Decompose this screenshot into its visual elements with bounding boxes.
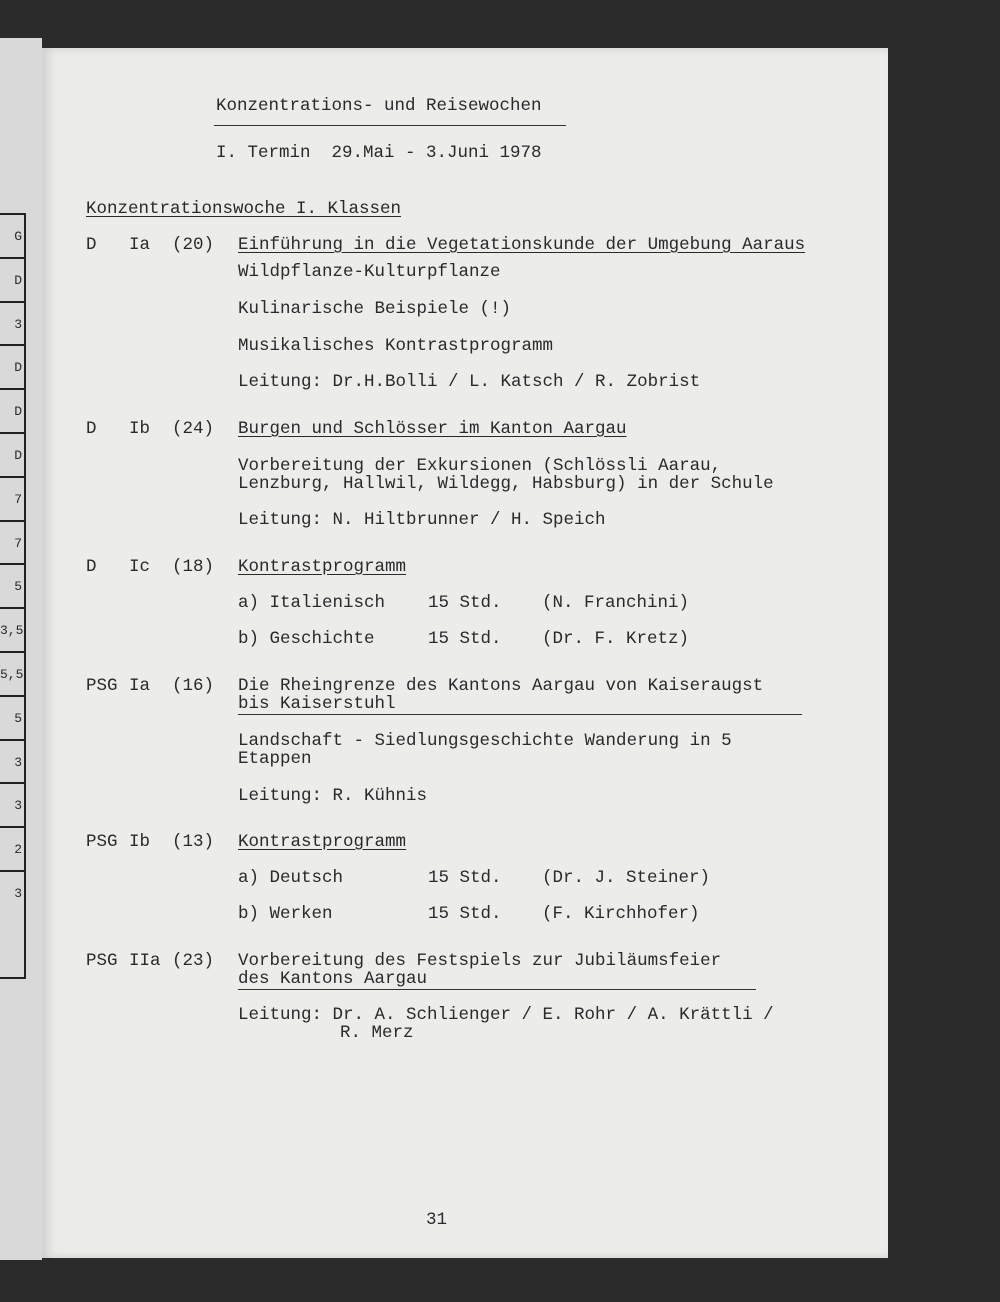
- course-count: (20): [172, 235, 215, 255]
- row-subject: b) Geschichte: [238, 629, 375, 649]
- course-line: Vorbereitung der Exkursionen (Schlössli Aarau,: [238, 456, 722, 476]
- row-teacher: (Dr. F. Kretz): [542, 629, 690, 649]
- course-class: Ia: [129, 235, 151, 255]
- title-underline: [238, 714, 802, 715]
- course-line: Wildpflanze-Kulturpflanze: [238, 262, 501, 282]
- fragment-cell: G: [0, 215, 24, 259]
- page-number: 31: [426, 1210, 448, 1230]
- fragment-cell: D: [0, 346, 24, 390]
- fragment-cell: 3,5: [0, 609, 24, 653]
- course-class: Ia: [129, 676, 151, 696]
- fragment-cell: 5: [0, 697, 24, 741]
- course-title: Burgen und Schlösser im Kanton Aargau: [238, 419, 627, 439]
- fragment-cell: 7: [0, 478, 24, 522]
- fragment-cell: 3: [14, 885, 22, 901]
- fragment-cell: D: [0, 390, 24, 434]
- document-title: Konzentrations- und Reisewochen: [216, 96, 542, 116]
- course-line: Landschaft - Siedlungsgeschichte Wanderung in 5: [238, 731, 732, 751]
- fragment-cell: D: [0, 434, 24, 478]
- fragment-cell: 5: [0, 565, 24, 609]
- fragment-cell: 3: [0, 784, 24, 828]
- term-line: I. Termin 29.Mai - 3.Juni 1978: [216, 143, 542, 163]
- section-title: Konzentrationswoche I. Klassen: [86, 199, 402, 219]
- course-class: Ib: [129, 832, 151, 852]
- course-count: (13): [172, 832, 215, 852]
- course-leader: Leitung: Dr.H.Bolli / L. Katsch / R. Zobrist: [238, 372, 701, 392]
- fragment-cell: 5,5: [0, 653, 24, 697]
- row-hours: 15 Std.: [428, 904, 502, 924]
- course-title-line: Vorbereitung des Festspiels zur Jubiläumsfeier: [238, 951, 722, 971]
- course-leader: Leitung: Dr. A. Schlienger / E. Rohr / A. Krättli /: [238, 1005, 774, 1025]
- course-leader-continued: R. Merz: [340, 1023, 414, 1043]
- course-title: Kontrastprogramm: [238, 557, 407, 577]
- course-school: PSG: [86, 832, 118, 852]
- course-class: Ic: [129, 557, 151, 577]
- course-school: D: [86, 235, 97, 255]
- course-title-line: Die Rheingrenze des Kantons Aargau von Kaiseraugst: [238, 676, 764, 696]
- course-line: Kulinarische Beispiele (!): [238, 299, 512, 319]
- course-school: PSG: [86, 676, 118, 696]
- course-class: IIa: [129, 951, 161, 971]
- row-subject: b) Werken: [238, 904, 333, 924]
- course-title-line: bis Kaiserstuhl: [238, 694, 396, 714]
- fragment-cell: 3: [0, 741, 24, 785]
- course-count: (18): [172, 557, 215, 577]
- course-school: PSG: [86, 951, 118, 971]
- row-teacher: (F. Kirchhofer): [542, 904, 700, 924]
- course-title: Einführung in die Vegetationskunde der Umgebung Aaraus: [238, 235, 806, 255]
- facing-page-edge: [0, 38, 42, 1260]
- fragment-cell: 3: [0, 303, 24, 347]
- course-class: Ib: [129, 419, 151, 439]
- row-subject: a) Italienisch: [238, 593, 386, 613]
- course-title: Kontrastprogramm: [238, 832, 407, 852]
- document-page: [42, 48, 888, 1258]
- row-hours: 15 Std.: [428, 629, 502, 649]
- row-hours: 15 Std.: [428, 593, 502, 613]
- row-teacher: (N. Franchini): [542, 593, 690, 613]
- course-school: D: [86, 557, 97, 577]
- course-leader: Leitung: R. Kühnis: [238, 786, 428, 806]
- course-count: (24): [172, 419, 215, 439]
- course-count: (16): [172, 676, 215, 696]
- facing-page-table-fragment: [0, 213, 26, 979]
- row-hours: 15 Std.: [428, 868, 502, 888]
- course-line: Etappen: [238, 749, 312, 769]
- course-line: Lenzburg, Hallwil, Wildegg, Habsburg) in der Schule: [238, 474, 774, 494]
- row-teacher: (Dr. J. Steiner): [542, 868, 711, 888]
- title-underline: [238, 989, 756, 990]
- fragment-cell: 7: [0, 522, 24, 566]
- course-line: Musikalisches Kontrastprogramm: [238, 336, 554, 356]
- course-count: (23): [172, 951, 215, 971]
- title-underline: [214, 125, 566, 126]
- course-school: D: [86, 419, 97, 439]
- course-leader: Leitung: N. Hiltbrunner / H. Speich: [238, 510, 606, 530]
- fragment-cell: 2: [0, 828, 24, 872]
- course-title-line: des Kantons Aargau: [238, 969, 428, 989]
- row-subject: a) Deutsch: [238, 868, 344, 888]
- fragment-cell: D: [0, 259, 24, 303]
